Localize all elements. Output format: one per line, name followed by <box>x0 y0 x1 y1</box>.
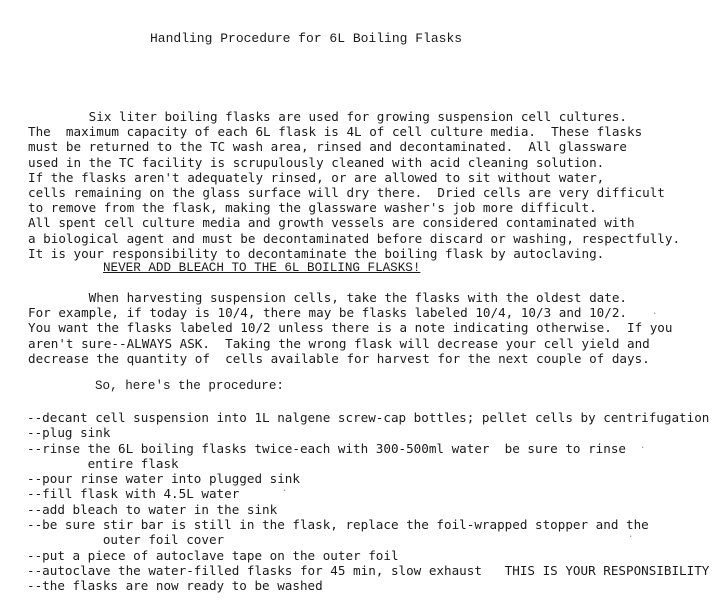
procedure-intro: So, here's the procedure: <box>95 379 284 393</box>
scan-speck: · <box>282 486 288 496</box>
bleach-warning: NEVER ADD BLEACH TO THE 6L BOILING FLASKS! <box>103 261 421 275</box>
procedure-steps: --decant cell suspension into 1L nalgene screw-cap bottles; pellet cells by centrifugation --plug sink --rinse the 6L boiling flasks twice-each with 300-500ml water be sure to rinse entire flask --pour rinse water into plugged sink --fill flask with 4.5L water --add bleach to water in the sink --be sure stir bar is still in the flask, replace the foil-wrapped stopper and the outer foil cover --put a piece of autoclave tape on the outer foil --autoclave the water-filled flasks for 45 min, slow exhaust THIS IS YOUR RESPONSIBILITY --the flasks are now ready to be washed <box>27 410 710 594</box>
scan-speck: · <box>652 309 658 319</box>
scan-speck: · <box>640 443 646 453</box>
scan-speck: · <box>628 532 634 542</box>
intro-paragraph: Six liter boiling flasks are used for growing suspension cell cultures. The maximum capacity of each 6L flask is 4L of cell culture media. These flasks must be returned to the TC wash area, rinsed and decontaminated. All glassware used in the TC facility is scrupulously cleaned with acid cleaning solution. If the flasks aren't adequately rinsed, or are allowed to sit without water, cells remaining on the glass surface will dry there. Dried cells are very difficult to remove from the flask, making the glassware washer's job more difficult. All spent cell culture media and growth vessels are considered contaminated with a biological agent and must be decontaminated before discard or washing, respectfully. It is your responsibility to decontaminate the boiling flask by autoclaving. <box>28 109 681 261</box>
page-title: Handling Procedure for 6L Boiling Flasks <box>150 31 463 46</box>
harvest-paragraph: When harvesting suspension cells, take the flasks with the oldest date. For example, if today is 10/4, there may be flasks labeled 10/4, 10/3 and 10/2. You want the flasks labeled 10/2 unless there is a note indicating otherwise. If you aren't sure--ALWAYS ASK. Taking the wrong flask will decrease your cell yield and decrease the quantity of cells available for harvest for the next couple of days. <box>28 290 673 366</box>
